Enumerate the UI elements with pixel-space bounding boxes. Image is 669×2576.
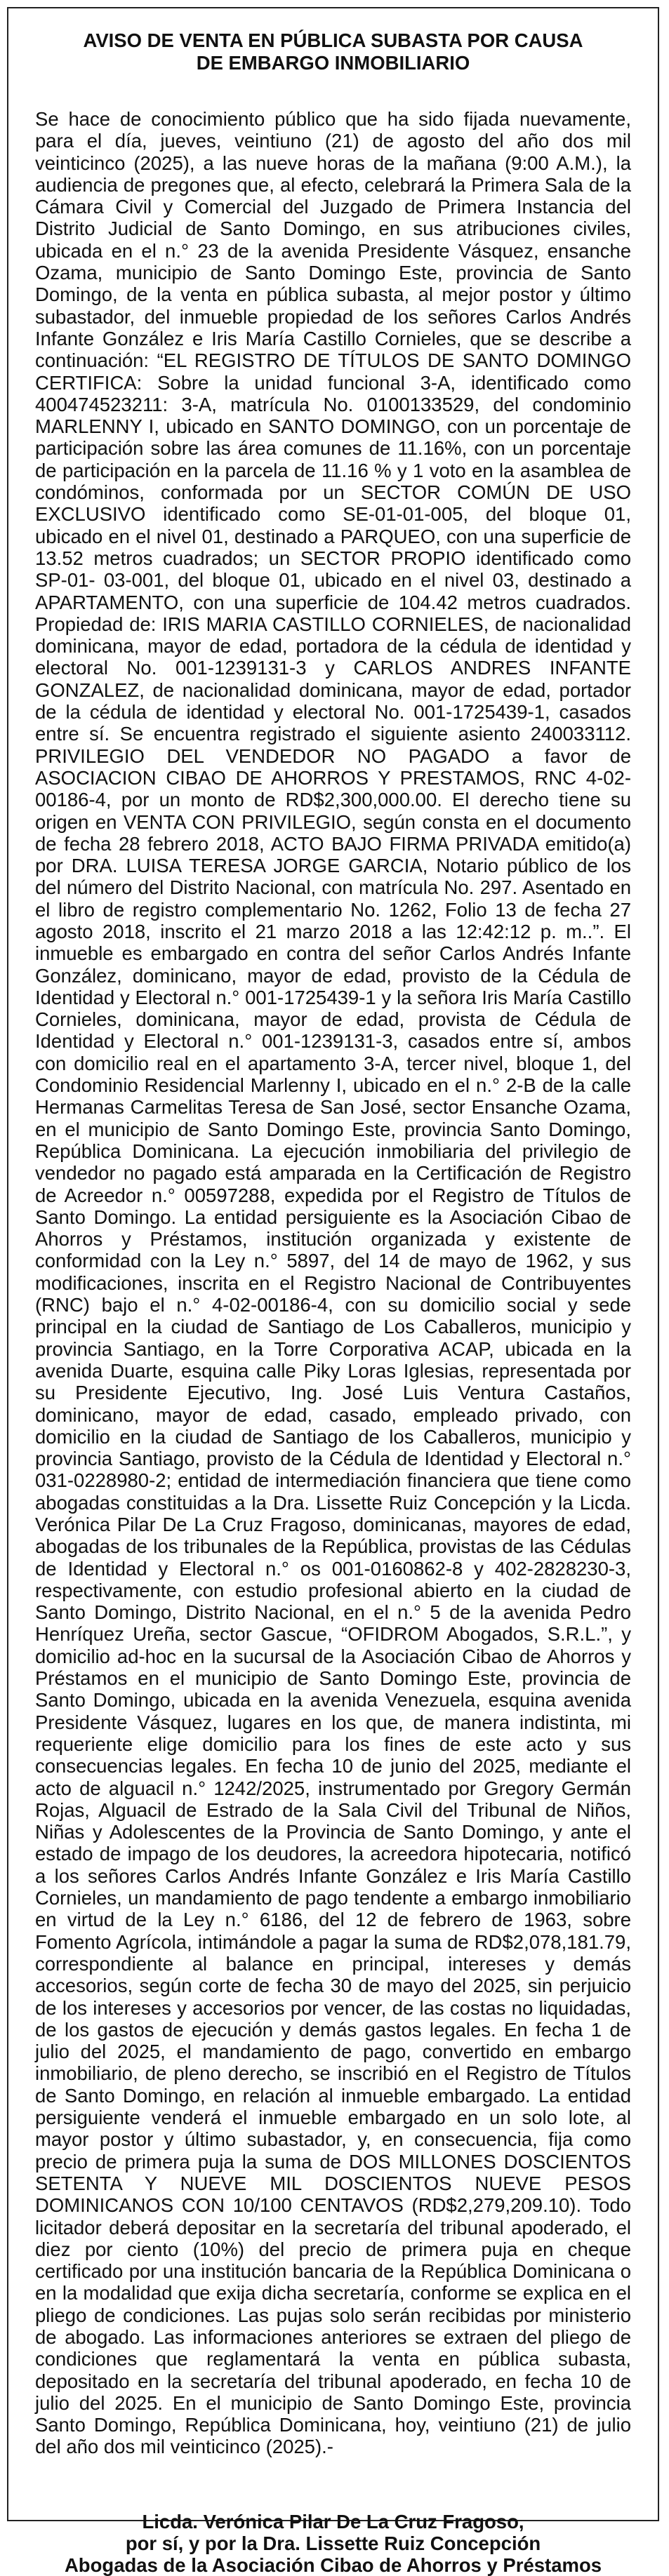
- signature-line-2: por sí, y por la Dra. Lissette Ruiz Concepción: [125, 2532, 541, 2554]
- notice-frame: [7, 7, 659, 2576]
- notice-title-line-2: DE EMBARGO INMOBILIARIO: [196, 52, 470, 74]
- notice-title: [35, 29, 631, 74]
- notice-body-paragraph: Se hace de conocimiento público que ha sido fijada nuevamente, para el día, jueves, veintiuno (21) de agosto del año dos mil veinticinco (2025), a las nueve horas de la mañana (9:00 A.M.), la audiencia de pregones que, al efecto, celebrará la Primera Sala de la Cámara Civil y Comercial del Juzgado de Primera Instancia del Distrito Judicial de Santo Domingo, en sus atribuciones civiles, ubicada en el n.° 23 de la avenida Presidente Vásquez, ensanche Ozama, municipio de Santo Domingo Este, provincia de Santo Domingo, de la venta en pública subasta, al mejor postor y último subastador, del inmueble propiedad de los señores Carlos Andrés Infante González e Iris María Castillo Cornieles, que se describe a continuación: “EL REGISTRO DE TÍTULOS DE SANTO DOMINGO CERTIFICA: Sobre la unidad funcional 3-A, identificado como 400474523211: 3-A, matrícula No. 0100133529, del condominio MARLENNY I, ubicado en SANTO DOMINGO, con un porcentaje de participación sobre las área comunes de 11.16%, con un porcentaje de participación en la parcela de 11.16 % y 1 voto en la asamblea de condóminos, conformada por un SECTOR COMÚN DE USO EXCLUSIVO identificado como SE-01-01-005, del bloque 01, ubicado en el nivel 01, destinado a PARQUEO, con una superficie de 13.52 metros cuadrados; un SECTOR PROPIO identificado como SP-01- 03-001, del bloque 01, ubicado en el nivel 03, destinado a APARTAMENTO, con una superficie de 104.42 metros cuadrados. Propiedad de: IRIS MARIA CASTILLO CORNIELES, de nacionalidad dominicana, mayor de edad, portadora de la cédula de identidad y electoral No. 001-1239131-3 y CARLOS ANDRES INFANTE GONZALEZ, de nacionalidad dominicana, mayor de edad, portador de la cédula de identidad y electoral No. 001-1725439-1, casados entre sí. Se encuentra registrado el siguiente asiento 240033112. PRIVILEGIO DEL VENDEDOR NO PAGADO a favor de ASOCIACION CIBAO DE AHORROS Y PRESTAMOS, RNC 4-02-00186-4, por un monto de RD$2,300,000.00. El derecho tiene su origen en VENTA CON PRIVILEGIO, según consta en el documento de fecha 28 febrero 2018, ACTO BAJO FIRMA PRIVADA emitido(a) por DRA. LUISA TERESA JORGE GARCIA, Notario público de los del número del Distrito Nacional, con matrícula No. 297. Asentado en el libro de registro complementario No. 1262, Folio 13 de fecha 27 agosto 2018, inscrito el 21 marzo 2018 a las 12:42:12 p. m..”. El inmueble es embargado en contra del señor Carlos Andrés Infante González, dominicano, mayor de edad, provisto de la Cédula de Identidad y Electoral n.° 001-1725439-1 y la señora Iris María Castillo Cornieles, dominicana, mayor de edad, provista de Cédula de Identidad y Electoral n.° 001-1239131-3, casados entre sí, ambos con domicilio real en el apartamento 3-A, tercer nivel, bloque 1, del Condominio Residencial Marlenny I, ubicado en el n.° 2-B de la calle Hermanas Carmelitas Teresa de San José, sector Ensanche Ozama, en el municipio de Santo Domingo Este, provincia Santo Domingo, República Dominicana. La ejecución inmobiliaria del privilegio de vendedor no pagado está amparada en la Certificación de Registro de Acreedor n.° 00597288, expedida por el Registro de Títulos de Santo Domingo. La entidad persiguiente es la Asociación Cibao de Ahorros y Préstamos, institución organizada y existente de conformidad con la Ley n.° 5897, del 14 de mayo de 1962, y sus modificaciones, inscrita en el Registro Nacional de Contribuyentes (RNC) bajo el n.° 4-02-00186-4, con su domicilio social y sede principal en la ciudad de Santiago de Los Caballeros, municipio y provincia Santiago, en la Torre Corporativa ACAP, ubicada en la avenida Duarte, esquina calle Piky Loras Iglesias, representada por su Presidente Ejecutivo, Ing. José Luis Ventura Castaños, dominicano, mayor de edad, casado, empleado privado, con domicilio en la ciudad de Santiago de los Caballeros, municipio y provincia Santiago, provisto de la Cédula de Identidad y Electoral n.° 031-0228980-2; entidad de intermediación financiera que tiene como abogadas constituidas a la Dra. Lissette Ruiz Concepción y la Licda. Verónica Pilar De La Cruz Fragoso, dominicanas, mayores de edad, abogadas de los tribunales de la República, provistas de las Cédulas de Identidad y Electoral n.° os 001-0160862-8 y 402-2828230-3, respectivamente, con estudio profesional abierto en la ciudad de Santo Domingo, Distrito Nacional, en el n.° 5 de la avenida Pedro Henríquez Ureña, sector Gascue, “OFIDROM Abogados, S.R.L.”, y domicilio ad-hoc en la sucursal de la Asociación Cibao de Ahorros y Préstamos en el municipio de Santo Domingo Este, provincia de Santo Domingo, ubicada en la avenida Venezuela, esquina avenida Presidente Vásquez, lugares en los que, de manera indistinta, mi requeriente elige domicilio para los fines de este acto y sus consecuencias legales. En fecha 10 de junio del 2025, mediante el acto de alguacil n.° 1242/2025, instrumentado por Gregory Germán Rojas, Alguacil de Estrado de la Sala Civil del Tribunal de Niños, Niñas y Adolescentes de la Provincia de Santo Domingo, y ante el estado de impago de los deudores, la acreedora hipotecaria, notificó a los señores Carlos Andrés Infante González e Iris María Castillo Cornieles, un mandamiento de pago tendente a embargo inmobiliario en virtud de la Ley n.° 6186, del 12 de febrero de 1963, sobre Fomento Agrícola, intimándole a pagar la suma de RD$2,078,181.79, correspondiente al balance en principal, intereses y demás accesorios, según corte de fecha 30 de mayo del 2025, sin perjuicio de los intereses y accesorios por vencer, de las costas no liquidadas, de los gastos de ejecución y demás gastos legales. En fecha 1 de julio del 2025, el mandamiento de pago, convertido en embargo inmobiliario, de pleno derecho, se inscribió en el Registro de Títulos de Santo Domingo, en relación al inmueble embargado. La entidad persiguiente venderá el inmueble embargado en un solo lote, al mayor postor y último subastador, y, en consecuencia, fija como precio de primera puja la suma de DOS MILLONES DOSCIENTOS SETENTA Y NUEVE MIL DOSCIENTOS NUEVE PESOS DOMINICANOS CON 10/100 CENTAVOS (RD$2,279,209.10). Todo licitador deberá depositar en la secretaría del tribunal apoderado, el diez por ciento (10%) del precio de primera puja en cheque certificado por una institución bancaria de la República Dominicana o en la modalidad que exija dicha secretaría, conforme se explica en el pliego de condiciones. Las pujas solo serán recibidas por ministerio de abogado. Las informaciones anteriores se extraen del pliego de condiciones que reglamentará la venta en pública subasta, depositado en la secretaría del tribunal apoderado, en fecha 10 de julio del 2025. En el municipio de Santo Domingo Este, provincia Santo Domingo, República Dominicana, hoy, veintiuno (21) de julio del año dos mil veinticinco (2025).-: [35, 108, 631, 2458]
- signature-line-3: Abogadas de la Asociación Cibao de Ahorros y Préstamos: [64, 2554, 602, 2576]
- signature-line-1: Licda. Verónica Pilar De La Cruz Fragoso,: [142, 2510, 524, 2532]
- notice-title-line-1: AVISO DE VENTA EN PÚBLICA SUBASTA POR CAUSA: [83, 29, 583, 51]
- public-auction-notice: [35, 29, 631, 2576]
- signature-block: [35, 2511, 631, 2576]
